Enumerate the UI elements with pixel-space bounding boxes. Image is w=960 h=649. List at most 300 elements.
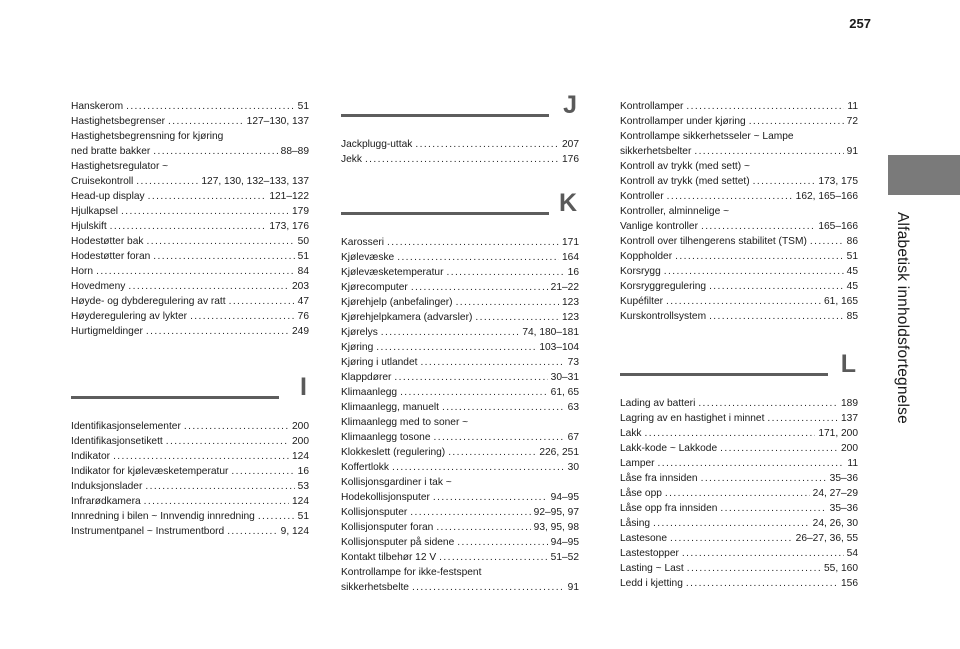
index-entry-pages: 21–22 bbox=[550, 282, 579, 293]
index-entry-line: Kontroll av trykk (med sett) ~ bbox=[620, 161, 750, 172]
index-entry-term: Kjørecomputer bbox=[341, 282, 408, 293]
index-entry bbox=[620, 249, 858, 264]
section-divider bbox=[71, 396, 279, 399]
index-entry bbox=[620, 486, 858, 501]
section-divider bbox=[341, 212, 549, 215]
index-list-i bbox=[71, 419, 309, 539]
dot-leader bbox=[121, 204, 289, 219]
index-column-3 bbox=[620, 99, 858, 591]
index-entry bbox=[620, 441, 858, 456]
dot-leader bbox=[436, 520, 530, 535]
index-entry-term: Kontrollamper under kjøring bbox=[620, 116, 746, 127]
index-entry-term: Cruisekontroll bbox=[71, 176, 134, 187]
index-entry bbox=[341, 460, 579, 475]
index-entry-term: Hodekollisjonsputer bbox=[341, 492, 430, 503]
index-entry-pages: 127, 130, 132–133, 137 bbox=[201, 176, 309, 187]
index-entry-term: Låsing bbox=[620, 518, 651, 529]
index-entry bbox=[341, 265, 579, 280]
index-entry-term: Lakk-kode ~ Lakkode bbox=[620, 443, 718, 454]
section-letter: L bbox=[840, 350, 856, 378]
index-entry-pages: 173, 176 bbox=[269, 221, 309, 232]
index-entry-term: Indikator bbox=[71, 451, 111, 462]
index-entry bbox=[341, 385, 579, 400]
dot-leader bbox=[113, 449, 289, 464]
index-entry bbox=[71, 464, 309, 479]
dot-leader bbox=[146, 324, 289, 339]
index-entry bbox=[620, 426, 858, 441]
index-entry bbox=[341, 295, 579, 310]
index-entry bbox=[620, 456, 858, 471]
index-entry-pages: 164 bbox=[562, 252, 579, 263]
dot-leader bbox=[376, 340, 536, 355]
index-entry bbox=[71, 494, 309, 509]
index-entry-pages: 176 bbox=[562, 154, 579, 165]
index-entry bbox=[620, 264, 858, 279]
index-entry bbox=[341, 535, 579, 550]
dot-leader bbox=[392, 460, 565, 475]
index-entry-pages: 63 bbox=[567, 402, 579, 413]
index-entry-pages: 35–36 bbox=[829, 473, 858, 484]
index-entry-term: Indikator for kjølevæsketemperatur bbox=[71, 466, 229, 477]
index-entry-pages: 200 bbox=[292, 436, 309, 447]
index-entry bbox=[71, 509, 309, 524]
dot-leader bbox=[168, 114, 244, 129]
index-list-h bbox=[71, 99, 309, 339]
index-entry-pages: 73 bbox=[567, 357, 579, 368]
index-entry-pages: 86 bbox=[846, 236, 858, 247]
dot-leader bbox=[227, 524, 277, 539]
dot-leader bbox=[653, 516, 810, 531]
dot-leader bbox=[442, 400, 565, 415]
index-entry-line: Kontrollampe for ikke-festspent bbox=[341, 567, 482, 578]
index-entry bbox=[620, 114, 858, 129]
index-entry-term: Head-up display bbox=[71, 191, 145, 202]
index-entry-term: Kjørelys bbox=[341, 327, 378, 338]
index-entry bbox=[71, 144, 309, 159]
index-entry bbox=[71, 204, 309, 219]
index-entry-term: Horn bbox=[71, 266, 94, 277]
dot-leader bbox=[136, 174, 198, 189]
index-entry-pages: 24, 27–29 bbox=[812, 488, 858, 499]
index-entry-pages: 51–52 bbox=[550, 552, 579, 563]
index-entry-term: Instrumentpanel ~ Instrumentbord bbox=[71, 526, 225, 537]
dot-leader bbox=[709, 279, 844, 294]
index-entry bbox=[71, 434, 309, 449]
index-entry-term: Koffertlokk bbox=[341, 462, 389, 473]
dot-leader bbox=[411, 280, 548, 295]
index-entry-term: Kjølevæsketemperatur bbox=[341, 267, 444, 278]
dot-leader bbox=[749, 114, 844, 129]
dot-leader bbox=[146, 234, 294, 249]
index-entry-pages: 51 bbox=[297, 101, 309, 112]
dot-leader bbox=[153, 249, 294, 264]
dot-leader bbox=[144, 494, 289, 509]
index-entry-pages: 93, 95, 98 bbox=[533, 522, 579, 533]
section-header-k bbox=[341, 189, 579, 235]
index-entry-pages: 67 bbox=[567, 432, 579, 443]
index-entry bbox=[620, 411, 858, 426]
index-entry bbox=[341, 505, 579, 520]
index-entry-term: Klimaanlegg bbox=[341, 387, 398, 398]
index-entry-pages: 88–89 bbox=[280, 146, 309, 157]
dot-leader bbox=[400, 385, 548, 400]
index-entry bbox=[71, 294, 309, 309]
section-header-i bbox=[71, 373, 309, 419]
index-entry bbox=[71, 419, 309, 434]
dot-leader bbox=[475, 310, 559, 325]
index-entry-pages: 84 bbox=[297, 266, 309, 277]
index-entry-term: Kjørehjelp (anbefalinger) bbox=[341, 297, 453, 308]
index-entry bbox=[341, 325, 579, 340]
index-entry-line: Klimaanlegg med to soner ~ bbox=[341, 417, 469, 428]
index-entry bbox=[620, 99, 858, 114]
dot-leader bbox=[456, 295, 559, 310]
index-entry-pages: 123 bbox=[562, 312, 579, 323]
index-entry-line: Hastighetsbegrensning for kjøring bbox=[71, 131, 224, 142]
index-entry-pages: 16 bbox=[297, 466, 309, 477]
index-entry-term: Kollisjonsputer bbox=[341, 507, 408, 518]
index-entry-pages: 45 bbox=[846, 266, 858, 277]
dot-leader bbox=[701, 219, 815, 234]
index-entry bbox=[620, 501, 858, 516]
index-entry-term: sikkerhetsbelter bbox=[620, 146, 692, 157]
index-entry-term: Induksjonslader bbox=[71, 481, 143, 492]
index-entry-term: Låse opp bbox=[620, 488, 662, 499]
index-list-k bbox=[341, 235, 579, 595]
index-entry bbox=[71, 279, 309, 294]
index-entry-pages: 124 bbox=[292, 451, 309, 462]
index-entry bbox=[341, 280, 579, 295]
index-entry bbox=[341, 370, 579, 385]
index-entry-pages: 51 bbox=[297, 511, 309, 522]
index-entry bbox=[620, 561, 858, 576]
index-entry bbox=[341, 550, 579, 565]
dot-leader bbox=[675, 249, 844, 264]
index-entry-term: Hjulkapsel bbox=[71, 206, 118, 217]
index-entry-pages: 47 bbox=[297, 296, 309, 307]
index-entry-term: Hjulskift bbox=[71, 221, 107, 232]
dot-leader bbox=[420, 355, 564, 370]
index-entry-pages: 123 bbox=[562, 297, 579, 308]
index-entry bbox=[71, 524, 309, 539]
dot-leader bbox=[190, 309, 295, 324]
index-entry-pages: 54 bbox=[846, 548, 858, 559]
dot-leader bbox=[153, 144, 277, 159]
index-entry-pages: 26–27, 36, 55 bbox=[795, 533, 858, 544]
index-entry bbox=[341, 445, 579, 460]
index-entry-term: Lading av batteri bbox=[620, 398, 696, 409]
index-entry-pages: 189 bbox=[841, 398, 858, 409]
index-entry bbox=[620, 576, 858, 591]
dot-leader bbox=[410, 505, 530, 520]
index-entry bbox=[620, 234, 858, 249]
dot-leader bbox=[682, 546, 844, 561]
dot-leader bbox=[687, 561, 821, 576]
index-entry-term: Kjøring bbox=[341, 342, 374, 353]
index-entry-pages: 173, 175 bbox=[818, 176, 858, 187]
index-entry-pages: 165–166 bbox=[818, 221, 858, 232]
dot-leader bbox=[645, 426, 816, 441]
index-list-j bbox=[341, 137, 579, 167]
index-entry-term: Lamper bbox=[620, 458, 655, 469]
index-entry-pages: 94–95 bbox=[550, 537, 579, 548]
index-entry-pages: 50 bbox=[297, 236, 309, 247]
index-entry-pages: 45 bbox=[846, 281, 858, 292]
index-entry-pages: 200 bbox=[841, 443, 858, 454]
dot-leader bbox=[394, 370, 547, 385]
index-entry-pages: 72 bbox=[846, 116, 858, 127]
index-entry-pages: 200 bbox=[292, 421, 309, 432]
index-entry-pages: 171 bbox=[562, 237, 579, 248]
dot-leader bbox=[767, 411, 838, 426]
index-entry-pages: 61, 65 bbox=[550, 387, 579, 398]
index-entry-term: Lastesone bbox=[620, 533, 668, 544]
index-entry-pages: 127–130, 137 bbox=[246, 116, 309, 127]
chapter-side-title: Alfabetisk innholdsfortegnelse bbox=[894, 212, 911, 424]
index-entry-pages: 91 bbox=[846, 146, 858, 157]
index-list-k-cont bbox=[620, 99, 858, 324]
dot-leader bbox=[184, 419, 289, 434]
index-entry-term: Kupéfilter bbox=[620, 296, 664, 307]
index-entry-term: Låse fra innsiden bbox=[620, 473, 698, 484]
index-entry-term: Jekk bbox=[341, 154, 362, 165]
dot-leader bbox=[412, 580, 565, 595]
index-entry bbox=[341, 580, 579, 595]
dot-leader bbox=[110, 219, 267, 234]
dot-leader bbox=[810, 234, 844, 249]
index-entry bbox=[341, 340, 579, 355]
index-entry-term: Lagring av en hastighet i minnet bbox=[620, 413, 765, 424]
dot-leader bbox=[128, 279, 289, 294]
index-entry-term: Identifikasjonselementer bbox=[71, 421, 181, 432]
index-entry-pages: 16 bbox=[567, 267, 579, 278]
index-entry bbox=[341, 490, 579, 505]
dot-leader bbox=[686, 99, 844, 114]
index-entry-pages: 92–95, 97 bbox=[533, 507, 579, 518]
index-entry-pages: 179 bbox=[292, 206, 309, 217]
index-entry bbox=[620, 516, 858, 531]
index-entry-pages: 103–104 bbox=[539, 342, 579, 353]
dot-leader bbox=[229, 294, 295, 309]
index-entry-term: Kurskontrollsystem bbox=[620, 311, 707, 322]
index-entry bbox=[71, 114, 309, 129]
index-entry-term: Klappdører bbox=[341, 372, 392, 383]
index-entry bbox=[620, 294, 858, 309]
index-entry-pages: 76 bbox=[297, 311, 309, 322]
index-entry bbox=[341, 250, 579, 265]
index-entry bbox=[341, 520, 579, 535]
dot-leader bbox=[720, 441, 838, 456]
index-entry-pages: 85 bbox=[846, 311, 858, 322]
index-entry-term: Hodestøtter bak bbox=[71, 236, 144, 247]
index-entry-term: Koppholder bbox=[620, 251, 673, 262]
index-entry-term: Ledd i kjetting bbox=[620, 578, 683, 589]
index-entry-term: Kollisjonsputer på sidene bbox=[341, 537, 455, 548]
dot-leader bbox=[446, 265, 564, 280]
index-entry-term: Identifikasjonsetikett bbox=[71, 436, 163, 447]
index-entry bbox=[71, 249, 309, 264]
index-entry-pages: 24, 26, 30 bbox=[812, 518, 858, 529]
section-header-j bbox=[341, 91, 579, 137]
dot-leader bbox=[148, 189, 267, 204]
index-entry bbox=[71, 189, 309, 204]
chapter-tab-marker bbox=[888, 155, 960, 195]
index-entry-term: Kontroller bbox=[620, 191, 664, 202]
dot-leader bbox=[166, 434, 289, 449]
index-entry-term: Kontrollamper bbox=[620, 101, 684, 112]
index-entry-term: Korsryggregulering bbox=[620, 281, 707, 292]
index-entry bbox=[71, 309, 309, 324]
index-entry-term: Kontakt tilbehør 12 V bbox=[341, 552, 437, 563]
index-entry-pages: 11 bbox=[847, 458, 858, 469]
index-entry bbox=[71, 449, 309, 464]
index-entry bbox=[341, 355, 579, 370]
index-entry-term: Kontroll av trykk (med settet) bbox=[620, 176, 750, 187]
section-letter: J bbox=[563, 91, 577, 119]
index-entry bbox=[71, 324, 309, 339]
index-entry-term: Klimaanlegg, manuelt bbox=[341, 402, 439, 413]
index-entry-term: Kollisjonsputer foran bbox=[341, 522, 434, 533]
index-entry-pages: 30–31 bbox=[550, 372, 579, 383]
index-entry-term: Kontroll over tilhengerens stabilitet (TSM) bbox=[620, 236, 807, 247]
index-entry-line: Kollisjonsgardiner i tak ~ bbox=[341, 477, 452, 488]
index-entry-pages: 171, 200 bbox=[818, 428, 858, 439]
index-entry-pages: 51 bbox=[846, 251, 858, 262]
index-entry bbox=[341, 235, 579, 250]
index-entry bbox=[620, 309, 858, 324]
index-entry bbox=[620, 531, 858, 546]
dot-leader bbox=[694, 144, 843, 159]
dot-leader bbox=[415, 137, 559, 152]
index-entry-pages: 249 bbox=[292, 326, 309, 337]
index-entry bbox=[341, 430, 579, 445]
index-entry-pages: 121–122 bbox=[269, 191, 309, 202]
index-entry bbox=[71, 99, 309, 114]
index-entry-pages: 55, 160 bbox=[824, 563, 858, 574]
dot-leader bbox=[670, 531, 793, 546]
index-entry-term: Vanlige kontroller bbox=[620, 221, 698, 232]
index-entry bbox=[341, 400, 579, 415]
section-header-l bbox=[620, 350, 858, 396]
index-entry-term: Høyde- og dybderegulering av ratt bbox=[71, 296, 226, 307]
dot-leader bbox=[720, 501, 826, 516]
section-divider bbox=[620, 373, 828, 376]
index-entry-pages: 35–36 bbox=[829, 503, 858, 514]
index-entry-term: Låse opp fra innsiden bbox=[620, 503, 718, 514]
dot-leader bbox=[658, 456, 845, 471]
index-entry-term: Kjøring i utlandet bbox=[341, 357, 418, 368]
index-entry bbox=[620, 471, 858, 486]
index-entry-term: sikkerhetsbelte bbox=[341, 582, 409, 593]
dot-leader bbox=[145, 479, 294, 494]
dot-leader bbox=[231, 464, 294, 479]
index-entry-term: Innredning i bilen ~ Innvendig innredning bbox=[71, 511, 255, 522]
index-column-1 bbox=[71, 99, 309, 539]
index-entry bbox=[620, 396, 858, 411]
index-entry-term: Korsrygg bbox=[620, 266, 661, 277]
index-entry-line: Kontroller, alminnelige ~ bbox=[620, 206, 730, 217]
index-entry-pages: 124 bbox=[292, 496, 309, 507]
index-entry bbox=[71, 264, 309, 279]
dot-leader bbox=[667, 189, 793, 204]
dot-leader bbox=[433, 430, 564, 445]
index-entry-term: Klimaanlegg tosone bbox=[341, 432, 431, 443]
index-list-l bbox=[620, 396, 858, 591]
index-entry-term: Høyderegulering av lykter bbox=[71, 311, 188, 322]
dot-leader bbox=[698, 396, 838, 411]
index-entry-pages: 156 bbox=[841, 578, 858, 589]
index-entry-term: Karosseri bbox=[341, 237, 385, 248]
index-entry bbox=[620, 174, 858, 189]
section-letter: K bbox=[558, 189, 577, 217]
dot-leader bbox=[665, 486, 810, 501]
index-entry bbox=[620, 546, 858, 561]
index-entry-term: Lastestopper bbox=[620, 548, 679, 559]
index-entry-term: Hovedmeny bbox=[71, 281, 126, 292]
dot-leader bbox=[448, 445, 536, 460]
dot-leader bbox=[701, 471, 827, 486]
page-number: 257 bbox=[849, 16, 871, 31]
section-letter: I bbox=[300, 373, 307, 401]
index-entry-pages: 30 bbox=[567, 462, 579, 473]
index-entry bbox=[341, 310, 579, 325]
index-entry-term: Hodestøtter foran bbox=[71, 251, 151, 262]
index-entry-term: Klokkeslett (regulering) bbox=[341, 447, 446, 458]
index-entry-pages: 91 bbox=[567, 582, 579, 593]
index-entry-term: Lasting ~ Last bbox=[620, 563, 684, 574]
section-divider bbox=[341, 114, 549, 117]
index-entry bbox=[71, 219, 309, 234]
index-entry-pages: 137 bbox=[841, 413, 858, 424]
dot-leader bbox=[686, 576, 838, 591]
index-entry-term: Infrarødkamera bbox=[71, 496, 141, 507]
dot-leader bbox=[365, 152, 559, 167]
dot-leader bbox=[381, 325, 520, 340]
dot-leader bbox=[397, 250, 559, 265]
index-entry-term: Hastighetsbegrenser bbox=[71, 116, 166, 127]
index-entry bbox=[341, 152, 579, 167]
index-entry bbox=[71, 174, 309, 189]
dot-leader bbox=[126, 99, 295, 114]
index-entry-pages: 74, 180–181 bbox=[522, 327, 579, 338]
dot-leader bbox=[664, 264, 844, 279]
index-entry-term: Kjørehjelpkamera (advarsler) bbox=[341, 312, 473, 323]
index-entry-pages: 9, 124 bbox=[280, 526, 309, 537]
dot-leader bbox=[433, 490, 548, 505]
index-entry-pages: 207 bbox=[562, 139, 579, 150]
index-entry-pages: 61, 165 bbox=[824, 296, 858, 307]
index-entry-term: Jackplugg-uttak bbox=[341, 139, 413, 150]
dot-leader bbox=[457, 535, 547, 550]
dot-leader bbox=[258, 509, 295, 524]
index-entry-pages: 53 bbox=[297, 481, 309, 492]
dot-leader bbox=[439, 550, 548, 565]
index-entry-term: Hurtigmeldinger bbox=[71, 326, 143, 337]
index-entry bbox=[341, 137, 579, 152]
index-entry bbox=[71, 479, 309, 494]
index-entry-pages: 94–95 bbox=[550, 492, 579, 503]
index-entry-line: Kontrollampe sikkerhetsseler ~ Lampe bbox=[620, 131, 794, 142]
index-entry-pages: 162, 165–166 bbox=[795, 191, 858, 202]
index-entry-term: Lakk bbox=[620, 428, 642, 439]
index-entry-pages: 11 bbox=[847, 101, 858, 112]
index-entry-pages: 226, 251 bbox=[539, 447, 579, 458]
dot-leader bbox=[753, 174, 816, 189]
dot-leader bbox=[666, 294, 821, 309]
dot-leader bbox=[387, 235, 559, 250]
index-entry bbox=[620, 189, 858, 204]
index-entry-term: Kjølevæske bbox=[341, 252, 395, 263]
